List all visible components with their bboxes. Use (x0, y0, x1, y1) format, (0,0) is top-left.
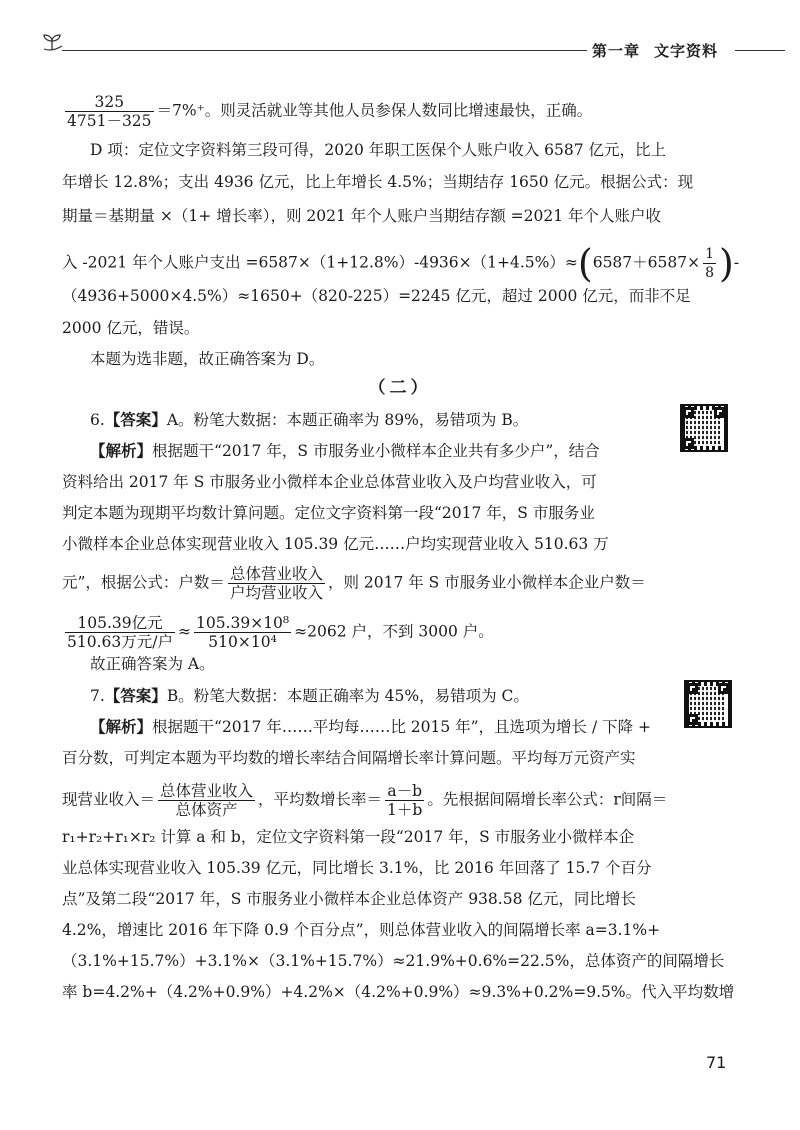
d-line-1: D 项：定位文字资料第三段可得，2020 年职工医保个人账户收入 6587 亿元，比上 (90, 141, 667, 159)
q7-line-7: 4.2%，增速比 2016 年下降 0.9 个百分点”，则总体营业收入的间隔增长率 a=3.1%+ (62, 921, 661, 939)
page-number: 71 (706, 1053, 727, 1072)
q6-line-2: 资料给出 2017 年 S 市服务业小微样本企业总体营业收入及户均营业收入，可 (62, 473, 597, 491)
fraction: $\frac{1}{8}$ (705, 246, 715, 281)
header-rule (62, 50, 587, 51)
q7-line-4: r₁+r₂+r₁×r₂ 计算 a 和 b，定位文字资料第一段“2017 年，S 市服务业小微样本企 (62, 828, 635, 846)
d-line-3: 期量＝基期量 ×（1+ 增长率），则 2021 年个人账户当期结存额 =2021 年个人账户收 (62, 207, 662, 225)
section-heading: （二） (368, 378, 432, 398)
q6-line-1: 【解析】根据题干“2017 年，S 市服务业小微样本企业共有多少户”，结合 (90, 441, 600, 460)
q7-line-1: 【解析】根据题干“2017 年……平均每……比 2015 年”，且选项为增长 / 下降 + (90, 717, 652, 736)
d-line-6: 2000 亿元，错误。 (62, 319, 200, 337)
q7-line-8: （3.1%+15.7%）+3.1%×（3.1%+15.7%）≈21.9%+0.6%=22.5%，总体资产的间隔增长 (62, 952, 725, 970)
q7-answer: 7.【答案】B。粉笔大数据：本题正确率为 45%，易错项为 C。 (90, 686, 529, 705)
qr-code-icon[interactable] (684, 680, 732, 728)
q7-line-5: 业总体实现营业收入 105.39 亿元，同比增长 3.1%，比 2016 年回落了 15.7 个百分 (62, 859, 652, 877)
q6-line-4: 小微样本企业总体实现营业收入 105.39 亿元……户均实现营业收入 510.63 万 (62, 535, 609, 553)
fraction: $\frac{\text{总体营业收入}}{\text{总体资产}}$ (160, 782, 254, 819)
page-header (0, 0, 800, 70)
d-line-4: 入 -2021 年个人账户支出 =6587×（1+12.8%）-4936×（1+4.5%）≈(6587＋6587× $\frac{1}{8}$ )- (62, 241, 740, 286)
q6-answer: 6.【答案】A。粉笔大数据：本题正确率为 89%，易错项为 B。 (90, 410, 529, 429)
sprout-icon (40, 32, 64, 52)
q7-line-6: 点”及第二段“2017 年，S 市服务业小微样本企业总体资产 938.58 亿元，同比增长 (62, 890, 636, 908)
q7-line-2: 百分数，可判定本题为平均数的增长率结合间隔增长率计算问题。平均每万元资产实 (62, 749, 636, 767)
d-conclusion: 本题为选非题，故正确答案为 D。 (90, 350, 325, 368)
chapter-number: 第一章 (592, 42, 641, 60)
chapter-title (592, 40, 732, 61)
q7-line-9: 率 b=4.2%+（4.2%+0.9%）+4.2%×（4.2%+0.9%）≈9.3%+0.2%=9.5%。代入平均数增 (62, 983, 735, 1001)
fraction: $\frac{\text{105.39亿元}}{\text{510.63万元/户}}$ (67, 614, 173, 651)
qr-code-icon[interactable] (680, 404, 728, 452)
p1-line: $\frac{325}{4751-325}$ ＝7%⁺。则灵活就业等其他人员参保人数同比增速最快，正确。 (67, 93, 593, 130)
q6-conclusion: 故正确答案为 A。 (90, 655, 215, 673)
d-line-2: 年增长 12.8%；支出 4936 亿元，比上年增长 4.5%；当期结存 1650 亿元。根据公式：现 (62, 173, 694, 191)
fraction: $\frac{325}{4751-325}$ (67, 93, 152, 130)
fraction: $\frac{a-b}{1+b}$ (387, 782, 423, 819)
q7-line-3: 现营业收入＝ $\frac{\text{总体营业收入}}{\text{总体资产}}$ ，平均数增长率＝ $\frac{a-b}{1+b}$ 。先根据间隔增长率公式：r间隔＝ (62, 782, 668, 819)
fraction: $\frac{\text{105.39×10⁸}}{\text{510×10⁴}}$ (195, 614, 290, 651)
q6-line-3: 判定本题为现期平均数计算问题。定位文字资料第一段“2017 年，S 市服务业 (62, 504, 595, 522)
chapter-name: 文字资料 (654, 42, 719, 60)
q6-line-5: 元”，根据公式：户数＝ $\frac{\text{总体营业收入}}{\text{户均营业收入}}$ ，则 2017 年 S 市服务业小微样本企业户数＝ (62, 565, 646, 602)
q6-line-6: $\frac{\text{105.39亿元}}{\text{510.63万元/户}}$ ≈ $\frac{\text{105.39×10⁸}}{\text{510×10⁴}}$ ≈2062 户，不到 3000 户。 (67, 614, 494, 651)
d-line-5: （4936+5000×4.5%）≈1650+（820-225）=2245 亿元，超过 2000 亿元，而非不足 (62, 287, 691, 305)
fraction: $\frac{\text{总体营业收入}}{\text{户均营业收入}}$ (229, 565, 323, 602)
header-rule-right (735, 50, 785, 51)
